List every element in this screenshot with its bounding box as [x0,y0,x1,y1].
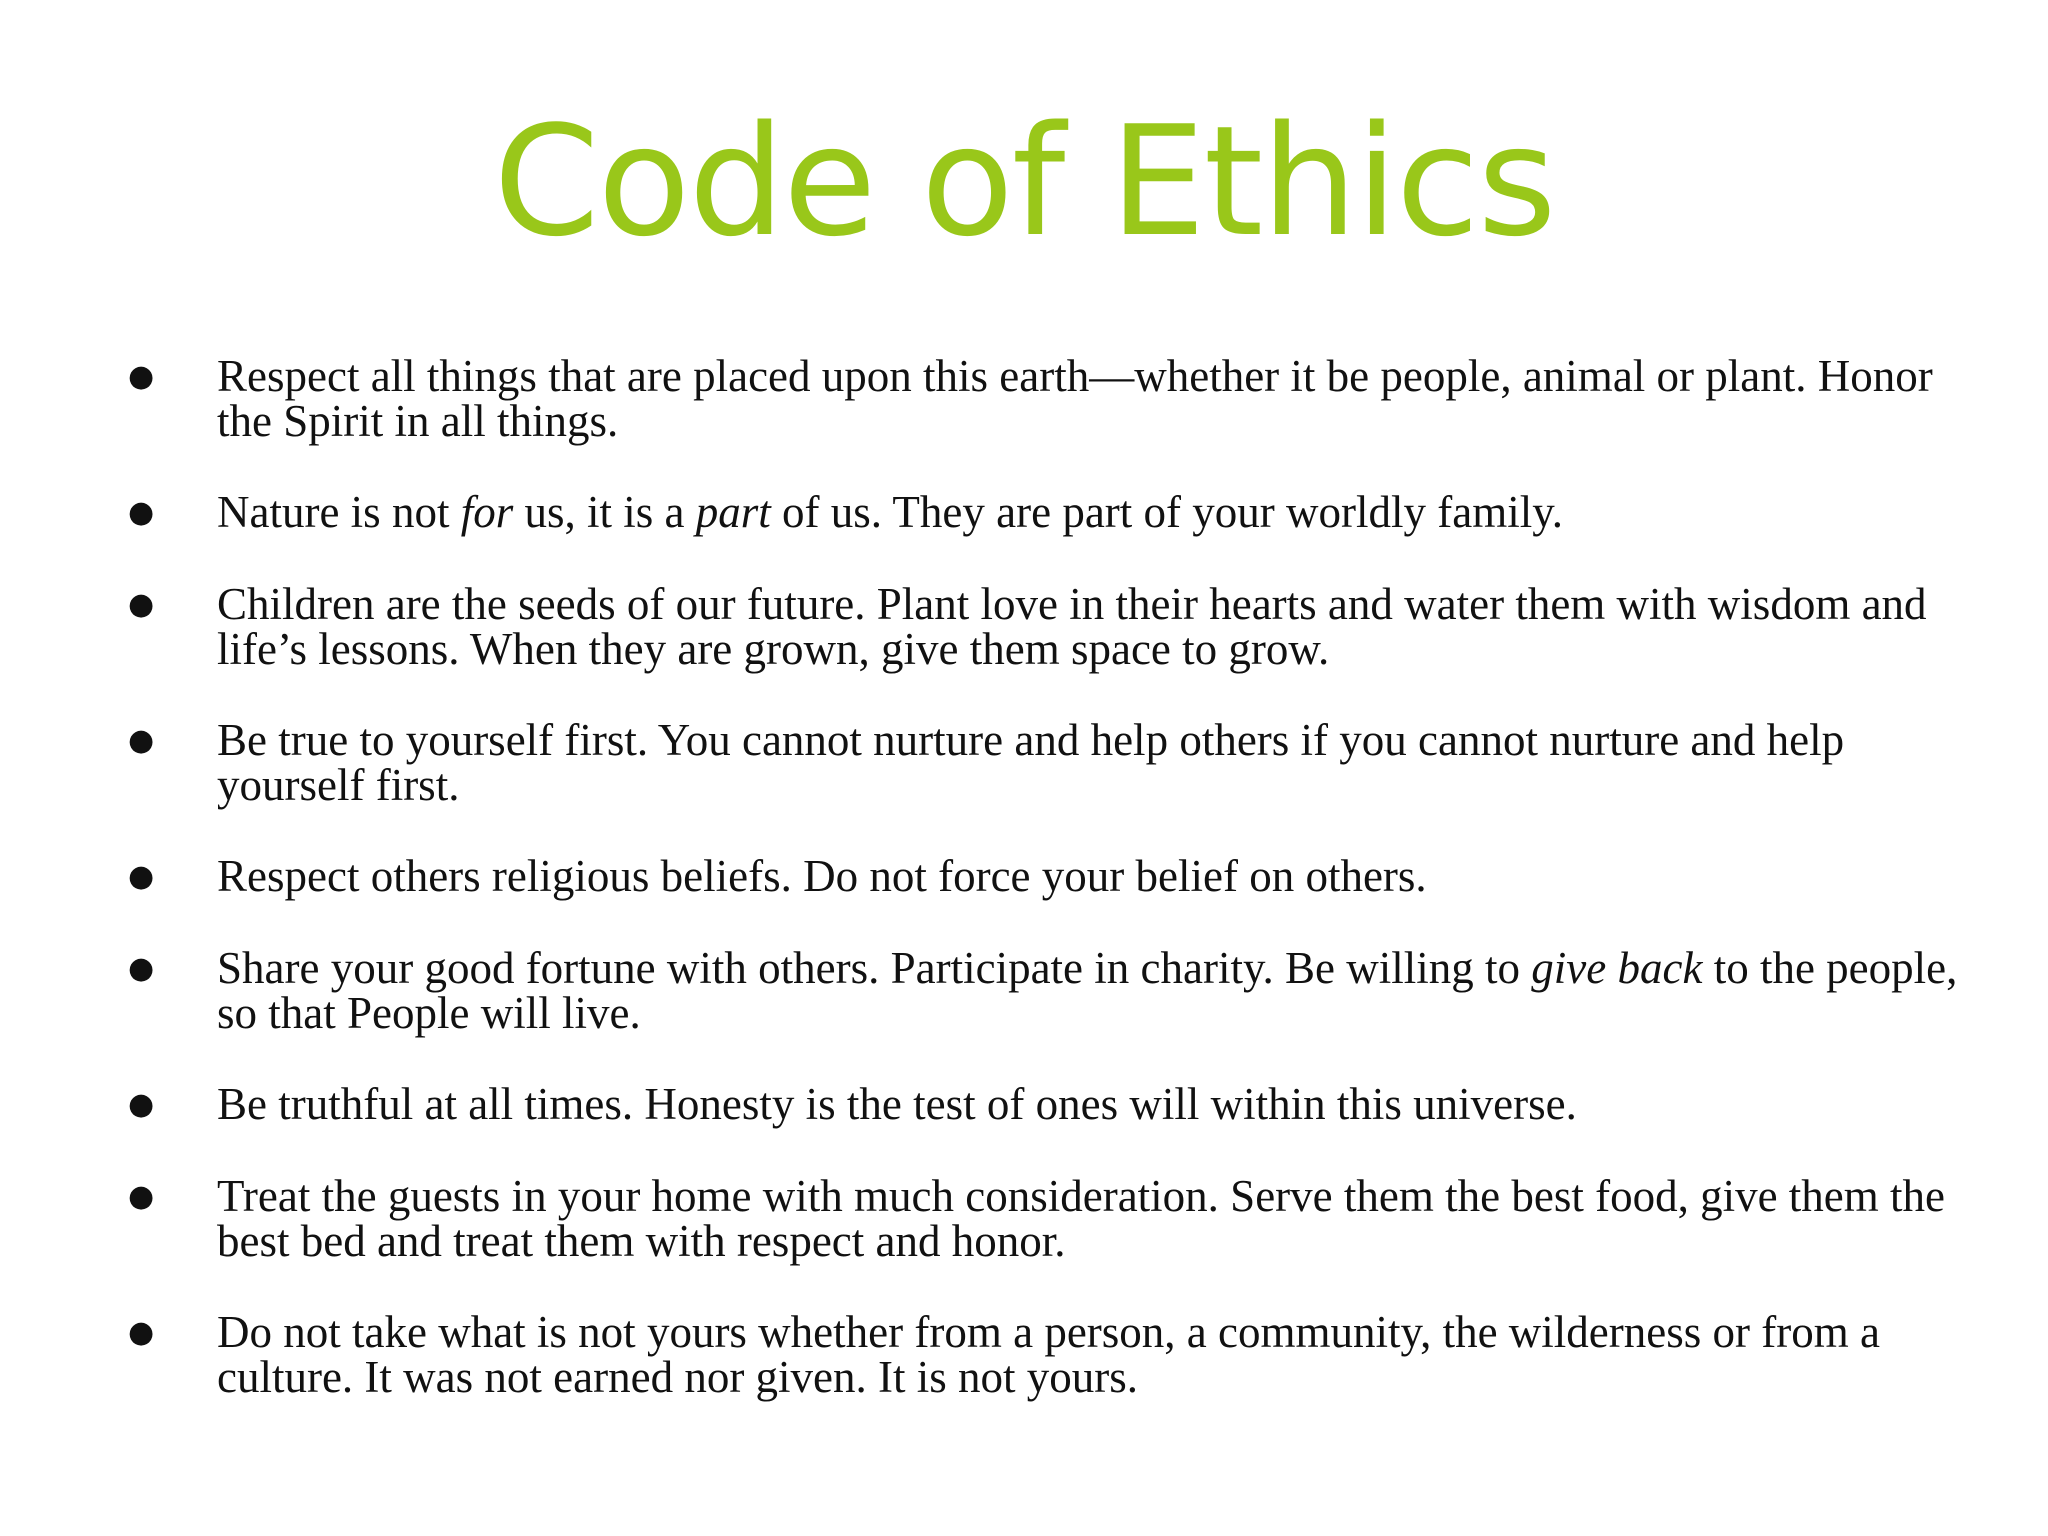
list-item-text [217,715,1977,810]
bullet-icon: ● [128,359,155,394]
text-segment: Be true to yourself first. You cannot nurture and help others if you cannot nurture and help yourself first. [217,715,1845,810]
list-item-text [217,487,1977,537]
bullet-icon: ● [128,723,155,758]
text-segment: Treat the guests in your home with much consideration. Serve them the best food, give them the best bed and treat them with respect and honor. [217,1171,1945,1266]
italic-text-segment: give back [1531,943,1703,993]
italic-text-segment: part [695,487,771,537]
text-segment: Respect all things that are placed upon this earth—whether it be people, animal or plant. Honor the Spirit in all things. [217,351,1933,446]
bullet-icon: ● [128,587,155,622]
list-item-text [217,1079,1977,1129]
text-segment: Be truthful at all times. Honesty is the test of ones will within this universe. [217,1079,1577,1129]
bullet-icon: ● [128,1087,155,1122]
bullet-icon: ● [128,859,155,894]
text-segment: Respect others religious beliefs. Do not force your belief on others. [217,851,1427,901]
text-segment: Do not take what is not yours whether from a person, a community, the wilderness or from a culture. It was not earned nor given. It is not yours. [217,1307,1880,1402]
list-item-text [217,579,1977,674]
text-segment: Children are the seeds of our future. Plant love in their hearts and water them with wisdom and life’s lessons. When they are grown, give them space to grow. [217,579,1927,674]
list-item-text [217,851,1977,901]
slide-title: Code of Ethics [493,93,1555,270]
bullet-icon: ● [128,1315,155,1350]
text-segment: us, it is a [513,487,696,537]
bullet-icon: ● [128,495,155,530]
italic-text-segment: for [460,487,514,537]
text-segment: Nature is not [217,487,461,537]
list-item-text [217,1307,1977,1402]
text-segment: to the people, so that People will live. [217,943,1958,1038]
bullet-icon: ● [128,951,155,986]
list-item-text [217,1171,1977,1266]
list-item-text [217,943,1977,1038]
bullet-icon: ● [128,1179,155,1214]
text-segment: Share your good fortune with others. Participate in charity. Be willing to [217,943,1532,993]
list-item-text [217,351,1977,446]
text-segment: of us. They are part of your worldly family. [770,487,1564,537]
